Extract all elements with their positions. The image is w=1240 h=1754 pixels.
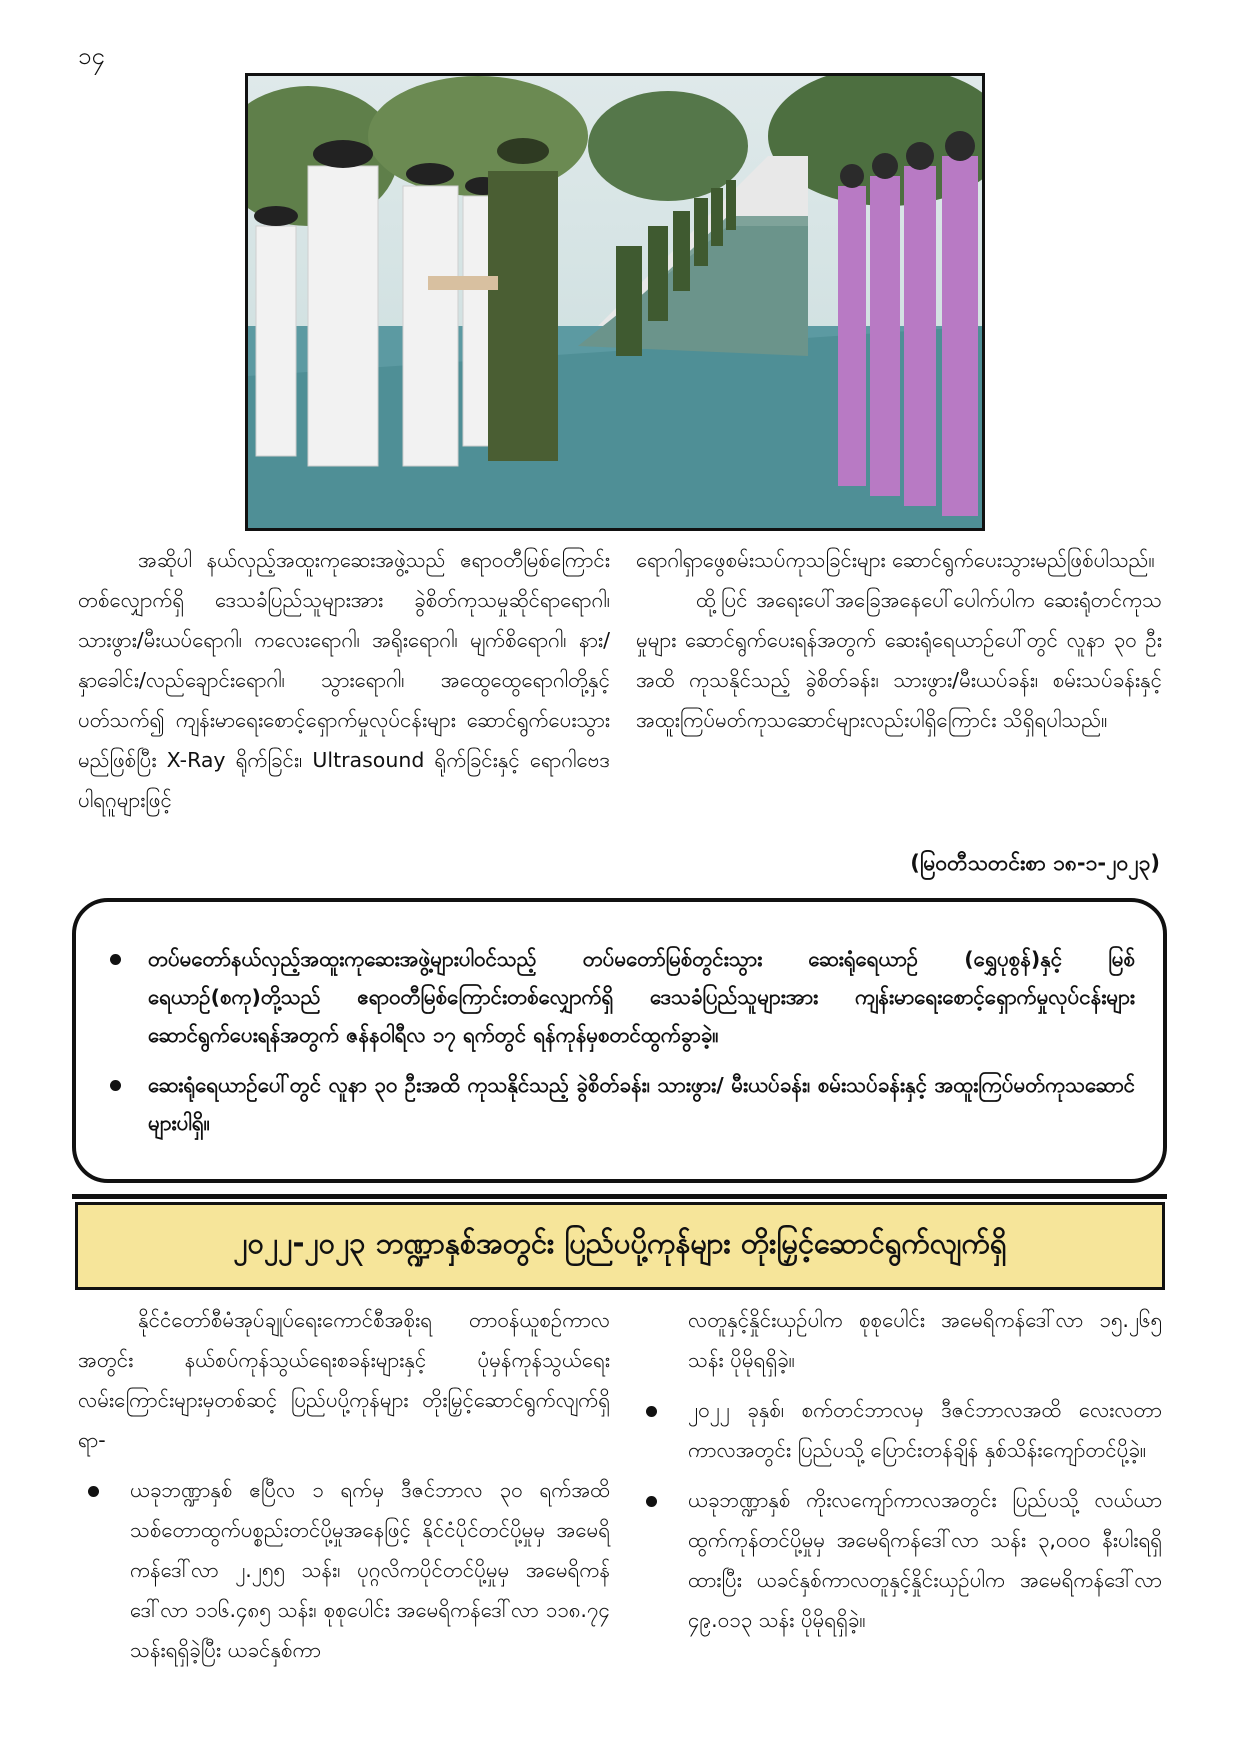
- article-paragraph: အဆိုပါ နယ်လှည့်အထူးကုဆေးအဖွဲ့သည် ဧရာဝတီမြစ်ကြောင်းတစ်လျှောက်ရှိ ဒေသခံပြည်သူများအား ခွဲစိတ်ကုသမှုဆိုင်ရာရောဂါ၊ သားဖွား/မီးယပ်ရောဂါ၊ ကလေးရောဂါ၊ အရိုးရောဂါ၊ မျက်စိရောဂါ၊ နား/နှာခေါင်း/လည်ချောင်းရောဂါ၊ သွားရောဂါ၊ အထွေထွေရောဂါတို့နှင့်ပတ်သက်၍ ကျန်းမာရေးစောင့်ရှောက်မှုလုပ်ငန်းများ ဆောင်ရွက်ပေးသွားမည်ဖြစ်ပြီး X-Ray ရိုက်ခြင်း၊ Ultrasound ရိုက်ခြင်းနှင့် ရောဂါဗေဒပါရဂူများဖြင့်: [78, 548, 610, 812]
- photo-illustration: [248, 76, 982, 528]
- summary-item: ဆေးရုံရေယာဉ်ပေါ်တွင် လူနာ ၃၀ ဦးအထိ ကုသနိုင်သည့် ခွဲစိတ်ခန်း၊ သားဖွား/ မီးယပ်ခန်း၊ စမ်းသပ်ခန်းနှင့် အထူးကြပ်မတ်ကုသဆောင်များပါရှိ။: [110, 1066, 1135, 1142]
- bullet-icon: [646, 1406, 657, 1417]
- bullet-icon: [646, 1496, 657, 1507]
- source-citation: (မြဝတီသတင်းစာ ၁၈-၁-၂၀၂၃): [910, 851, 1160, 875]
- bullet-icon: [110, 1080, 121, 1091]
- article-paragraph: ထို့ပြင် အရေးပေါ်အခြေအနေပေါ်ပေါက်ပါက ဆေးရုံတင်ကုသမှုများ ဆောင်ရွက်ပေးရန်အတွက် ဆေးရုံရေယာဉ်ပေါ်တွင် လူနာ ၃၀ ဦးအထိ ကုသနိုင်သည့် ခွဲစိတ်ခန်း၊ သားဖွား/မီးယပ်ခန်း၊ စမ်းသပ်ခန်းနှင့် အထူးကြပ်မတ်ကုသဆောင်များလည်းပါရှိကြောင်း သိရှိရပါသည်။: [636, 588, 1162, 732]
- section-right-column: [636, 1300, 1162, 1640]
- list-item: ၂၀၂၂ ခုနှစ်၊ စက်တင်ဘာလမှ ဒီဇင်ဘာလအထိ လေးလတာကာလအတွင်း ပြည်ပသို့ ပြောင်းတန်ချိန် နှစ်သိန်းကျော်တင်ပို့ခဲ့။: [636, 1390, 1162, 1470]
- section-intro: နိုင်ငံတော်စီမံအုပ်ချုပ်ရေးကောင်စီအစိုးရ တာဝန်ယူစဉ်ကာလအတွင်း နယ်စပ်ကုန်သွယ်ရေးစခန်းများနှင့် ပုံမှန်ကုန်သွယ်ရေးလမ်းကြောင်းများမှတစ်ဆင့် ပြည်ပပို့ကုန်များ တိုးမြှင့်ဆောင်ရွက်လျက်ရှိရာ-: [78, 1308, 610, 1452]
- section-title: ၂၀၂၂-၂၀၂၃ ဘဏ္ဍာနှစ်အတွင်း ပြည်ပပို့ကုန်များ တိုးမြှင့်ဆောင်ရွက်လျက်ရှိ: [75, 1202, 1165, 1290]
- bullet-icon: [88, 1486, 99, 1497]
- list-item: ယခုဘဏ္ဍာနှစ် ကိုးလကျော်ကာလအတွင်း ပြည်ပသို့ လယ်ယာထွက်ကုန်တင်ပို့မှုမှ အမေရိကန်ဒေါ်လာ သန်း ၃,၀၀၀ နီးပါးရရှိထားပြီး ယခင်နှစ်ကာလတူနှင့်နှိုင်းယှဉ်ပါက အမေရိကန်ဒေါ်လာ ၄၉.၀၁၃ သန်း ပိုမိုရရှိခဲ့။: [636, 1480, 1162, 1640]
- list-item: ယခုဘဏ္ဍာနှစ် ဧပြီလ ၁ ရက်မှ ဒီဇင်ဘာလ ၃၀ ရက်အထိ သစ်တောထွက်ပစ္စည်းတင်ပို့မှုအနေဖြင့် နိုင်ငံပိုင်တင်ပို့မှုမှ အမေရိကန်ဒေါ်လာ ၂.၂၅၅ သန်း၊ ပုဂ္ဂလိကပိုင်တင်ပို့မှုမှ အမေရိကန်ဒေါ်လာ ၁၁၆.၄၈၅ သန်း၊ စုစုပေါင်း အမေရိကန်ဒေါ်လာ ၁၁၈.၇၄ သန်းရရှိခဲ့ပြီး ယခင်နှစ်ကာ: [78, 1470, 610, 1670]
- article-right-column: [636, 540, 1162, 740]
- list-item-continuation: လတူနှင့်နှိုင်းယှဉ်ပါက စုစုပေါင်း အမေရိကန်ဒေါ်လာ ၁၅.၂၆၅ သန်း ပိုမိုရရှိခဲ့။: [688, 1308, 1162, 1372]
- summary-item: တပ်မတော်နယ်လှည့်အထူးကုဆေးအဖွဲ့များပါဝင်သည့် တပ်မတော်မြစ်တွင်းသွား ဆေးရုံရေယာဉ် (ရွှေပုစွန်)နှင့် မြစ်ရေယာဉ်(စကု)တို့သည် ဧရာဝတီမြစ်ကြောင်းတစ်လျှောက်ရှိ ဒေသခံပြည်သူများအား ကျန်းမာရေးစောင့်ရှောက်မှုလုပ်ငန်းများ ဆောင်ရွက်ပေးရန်အတွက် ဇန်နဝါရီလ ၁၇ ရက်တွင် ရန်ကုန်မှစတင်ထွက်ခွာခဲ့။: [110, 940, 1135, 1054]
- page-number: ၁၄: [78, 42, 105, 70]
- news-photo: [245, 73, 985, 531]
- summary-box: [72, 898, 1167, 1183]
- bullet-icon: [110, 954, 121, 965]
- article-paragraph: ရောဂါရှာဖွေစမ်းသပ်ကုသခြင်းများ ဆောင်ရွက်ပေးသွားမည်ဖြစ်ပါသည်။: [636, 548, 1155, 572]
- divider-line: [72, 1194, 1167, 1199]
- article-left-column: [78, 540, 610, 820]
- section-left-column: [78, 1300, 610, 1670]
